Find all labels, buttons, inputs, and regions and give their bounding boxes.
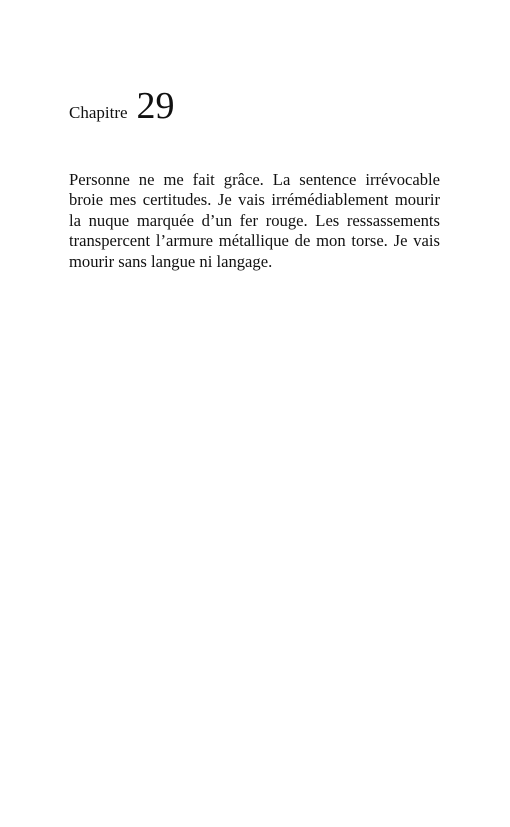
chapter-label: Chapitre [69,103,128,122]
chapter-heading [69,84,175,128]
chapter-number: 29 [136,85,175,127]
chapter-paragraph: Personne ne me fait grâce. La sentence irrévocable broie mes certitudes. Je vais irrémédiablement mourir la nuque marquée d’un fer rouge. Les ressassements transpercent l’armure métallique de mon torse. Je vais mourir sans langue ni langage. [69,170,440,271]
